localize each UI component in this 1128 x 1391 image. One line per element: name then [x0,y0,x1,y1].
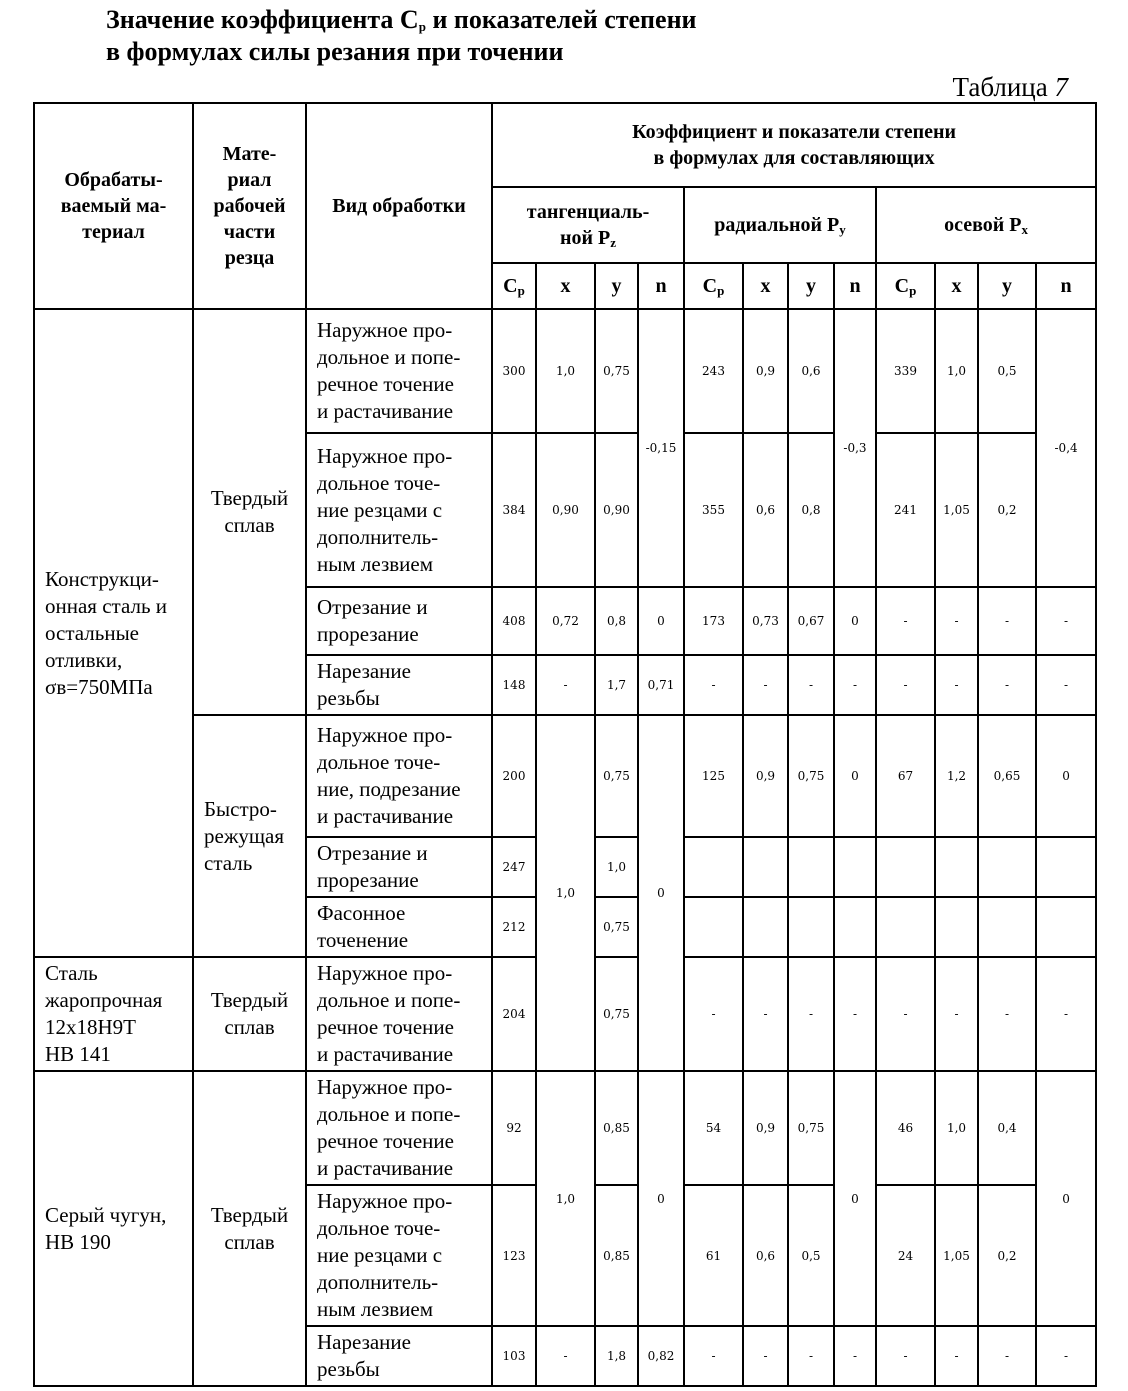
tool-carbide: Твердый сплав [193,1071,306,1386]
sub-header-y: y [788,263,834,309]
cell-a-y: 0,4 [978,1071,1036,1185]
cell-tz-n-merged: 0 [638,715,684,1071]
cell-a-y: - [978,587,1036,655]
cell-a-cp: - [876,1326,935,1386]
cell-r-y: 0,75 [788,1071,834,1185]
cell-r-x: 0,9 [743,715,788,837]
cell-r-x: 0,9 [743,309,788,433]
cell-r-y: - [788,655,834,715]
cell-tz-y: 0,75 [595,957,638,1071]
cell-a-x: 1,0 [935,309,978,433]
header-work-type: Вид обработки [306,103,492,309]
cell-r-x: - [743,655,788,715]
table-row [34,1071,1096,1185]
cell-a-cp: - [876,655,935,715]
cell-tz-cp: 92 [492,1071,536,1185]
cell-r-x: 0,73 [743,587,788,655]
cell-r-cp: 61 [684,1185,743,1326]
cell-tz-cp: 200 [492,715,536,837]
cell-tz-cp: 247 [492,837,536,897]
cell-tz-y: 0,75 [595,715,638,837]
cell-tz-y: 0,75 [595,309,638,433]
sub-header-x: x [536,263,595,309]
cell-a-x [935,897,978,957]
header-radial: радиальной $P_y$ [684,187,876,263]
material-structural-steel: Конструкци- онная сталь и остальные отливки, σв=750МПа [34,309,193,957]
cell-r-n-merged: -0,3 [834,309,876,587]
cell-r-cp: 243 [684,309,743,433]
sub-header-cp: $C_p$ [492,263,536,309]
cell-a-cp [876,837,935,897]
cell-tz-cp: 300 [492,309,536,433]
cell-a-n [1036,897,1096,957]
cell-tz-cp: 148 [492,655,536,715]
work-type-cell: Наружное про- дольное и попе- речное точение и растачивание [306,957,492,1071]
cell-tz-x-merged: 1,0 [536,1071,595,1326]
table-row [34,715,1096,837]
table-label-word: Таблица [952,72,1048,102]
cell-tz-y: 1,7 [595,655,638,715]
work-type-cell: Нарезание резьбы [306,655,492,715]
sub-header-y: y [978,263,1036,309]
cell-a-n [1036,837,1096,897]
cell-tz-n-merged: -0,15 [638,309,684,587]
cell-tz-y: 1,0 [595,837,638,897]
header-row-1 [34,103,1096,187]
tool-high-speed-steel: Быстро- режущая сталь [193,715,306,957]
title-line-1: Значение коэффициента $C_p$ и показателей степени [106,5,697,34]
cell-r-n: - [834,1326,876,1386]
cell-a-y: 0,65 [978,715,1036,837]
sub-header-y: y [595,263,638,309]
cell-tz-y: 0,85 [595,1185,638,1326]
cell-tz-n-merged: 0 [638,1071,684,1326]
cell-a-x: - [935,957,978,1071]
cell-tz-y: 0,75 [595,897,638,957]
work-type-cell: Отрезание и прорезание [306,587,492,655]
cell-r-x: 0,6 [743,433,788,587]
cell-tz-x: - [536,1326,595,1386]
cell-r-y: - [788,1326,834,1386]
header-coefficients-group: Коэффициент и показатели степени в формулах для составляющих [492,103,1096,187]
work-type-cell: Наружное про- дольное точе- ние резцами с дополнитель- ным лезвием [306,1185,492,1326]
work-type-cell: Наружное про- дольное и попе- речное точение и растачивание [306,309,492,433]
cell-tz-y: 0,8 [595,587,638,655]
cell-a-x: 1,05 [935,433,978,587]
cell-a-x: 1,0 [935,1071,978,1185]
table-number-label [953,72,1068,103]
cell-a-n: - [1036,655,1096,715]
cell-a-x: 1,2 [935,715,978,837]
sub-header-n: n [834,263,876,309]
cell-tz-cp: 204 [492,957,536,1071]
material-heat-resistant-steel: Сталь жаропрочная 12х18Н9Т НВ 141 [34,957,193,1071]
cell-r-x [743,837,788,897]
header-tool-material: Мате- риал рабочей части резца [193,103,306,309]
cell-a-y: - [978,957,1036,1071]
work-type-cell: Фасонное точенение [306,897,492,957]
material-gray-cast-iron: Серый чугун, НВ 190 [34,1071,193,1386]
cell-r-n: 0 [834,715,876,837]
cell-a-cp: - [876,587,935,655]
cell-a-x: 1,05 [935,1185,978,1326]
cell-r-y: 0,67 [788,587,834,655]
cell-a-n-merged: 0 [1036,1071,1096,1326]
work-type-cell: Наружное про- дольное точе- ние, подрезание и растачивание [306,715,492,837]
header-material: Обрабаты- ваемый ма- териал [34,103,193,309]
cell-tz-x: 0,90 [536,433,595,587]
cell-a-n: - [1036,1326,1096,1386]
cell-r-n: - [834,655,876,715]
cell-r-cp: - [684,1326,743,1386]
cell-a-y: - [978,655,1036,715]
table-row [34,309,1096,433]
cell-a-n: 0 [1036,715,1096,837]
cell-a-x: - [935,655,978,715]
cell-tz-cp: 212 [492,897,536,957]
cell-tz-x: 0,72 [536,587,595,655]
cell-r-cp: 54 [684,1071,743,1185]
cell-a-y: 0,5 [978,309,1036,433]
cell-r-n [834,897,876,957]
cell-r-y: 0,8 [788,433,834,587]
sub-header-x: x [935,263,978,309]
cell-a-cp: 339 [876,309,935,433]
cell-r-cp [684,897,743,957]
work-type-cell: Наружное про- дольное точе- ние резцами с дополнитель- ным лезвием [306,433,492,587]
cell-r-x: 0,6 [743,1185,788,1326]
cell-a-cp: 241 [876,433,935,587]
cell-r-cp: - [684,655,743,715]
table-label-number: 7 [1054,72,1068,102]
coefficients-table [33,102,1097,1387]
cell-r-cp: - [684,957,743,1071]
cell-a-y [978,837,1036,897]
tool-carbide: Твердый сплав [193,957,306,1071]
cell-r-cp [684,837,743,897]
cell-r-y: 0,75 [788,715,834,837]
cell-tz-cp: 123 [492,1185,536,1326]
cell-tz-cp: 384 [492,433,536,587]
cell-r-cp: 355 [684,433,743,587]
cell-a-x: - [935,587,978,655]
work-type-cell: Нарезание резьбы [306,1326,492,1386]
sub-header-n: n [1036,263,1096,309]
cell-tz-y: 0,90 [595,433,638,587]
cell-a-y: 0,2 [978,433,1036,587]
cell-a-cp: 46 [876,1071,935,1185]
cell-a-cp: 24 [876,1185,935,1326]
cell-tz-x: 1,0 [536,309,595,433]
table-title [106,4,697,68]
cell-r-x: 0,9 [743,1071,788,1185]
work-type-cell: Отрезание и прорезание [306,837,492,897]
cell-r-x: - [743,1326,788,1386]
cell-a-n-merged: -0,4 [1036,309,1096,587]
cell-a-y: - [978,1326,1036,1386]
header-tangential: тангенциаль- ной $P_z$ [492,187,684,263]
header-axial: осевой $P_x$ [876,187,1096,263]
sub-header-cp: $C_p$ [876,263,935,309]
title-line-2: в формулах силы резания при точении [106,37,564,66]
work-type-cell: Наружное про- дольное и попе- речное точение и растачивание [306,1071,492,1185]
cell-a-x [935,837,978,897]
cell-r-n: 0 [834,587,876,655]
cell-tz-n: 0,71 [638,655,684,715]
cell-a-cp [876,897,935,957]
cell-r-y: 0,5 [788,1185,834,1326]
cell-a-n: - [1036,957,1096,1071]
cell-a-y [978,897,1036,957]
cell-tz-y: 0,85 [595,1071,638,1185]
tool-carbide: Твердый сплав [193,309,306,715]
cell-r-y: - [788,957,834,1071]
cell-tz-n: 0 [638,587,684,655]
cell-r-n: - [834,957,876,1071]
cell-r-y [788,837,834,897]
cell-a-cp: - [876,957,935,1071]
cell-r-n [834,837,876,897]
cell-r-x [743,897,788,957]
cell-a-y: 0,2 [978,1185,1036,1326]
sub-header-n: n [638,263,684,309]
sub-header-cp: $C_p$ [684,263,743,309]
cell-r-x: - [743,957,788,1071]
sub-header-x: x [743,263,788,309]
cell-tz-n: 0,82 [638,1326,684,1386]
cell-r-cp: 173 [684,587,743,655]
cell-tz-x-merged: 1,0 [536,715,595,1071]
cell-r-y: 0,6 [788,309,834,433]
cell-a-cp: 67 [876,715,935,837]
cell-a-n: - [1036,587,1096,655]
cell-r-y [788,897,834,957]
cell-a-x: - [935,1326,978,1386]
cell-r-n-merged: 0 [834,1071,876,1326]
cell-r-cp: 125 [684,715,743,837]
cell-tz-cp: 408 [492,587,536,655]
cell-tz-x: - [536,655,595,715]
cell-tz-cp: 103 [492,1326,536,1386]
cell-tz-y: 1,8 [595,1326,638,1386]
